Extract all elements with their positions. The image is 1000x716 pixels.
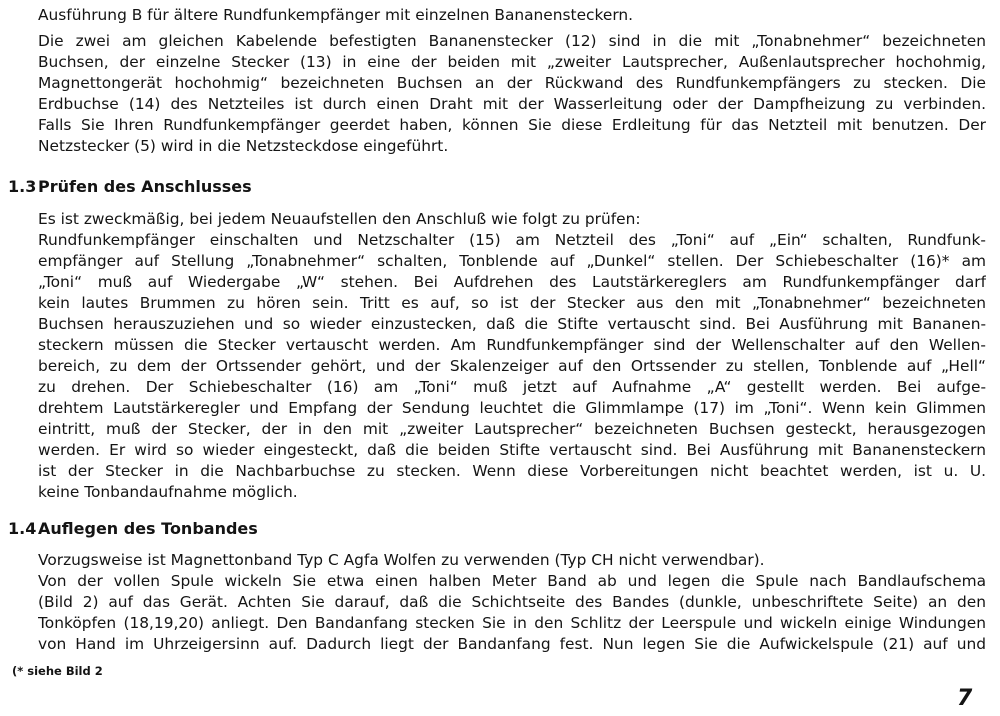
text-line: ist der Stecker in die Nachbarbuchse zu stecken. Wenn diese Vorbereitungen nicht beachtet werden, ist u. U. xyxy=(38,462,986,480)
text-line: „Toni“ muß auf Wiedergabe „W“ stehen. Bei Aufdrehen des Lautstärkereglers am Rundfunkempfänger darf xyxy=(38,273,986,291)
section-1-3-paragraph xyxy=(38,230,986,503)
section-number: 1.4 xyxy=(8,519,37,538)
text-line: empfänger auf Stellung „Tonabnehmer“ schalten, Tonblende auf „Dunkel“ stellen. Der Schiebeschalter (16)* am xyxy=(38,252,986,270)
text-line: Die zwei am gleichen Kabelende befestigten Bananenstecker (12) sind in die mit „Tonabnehmer“ bezeichneten xyxy=(38,32,986,50)
text-line: Magnettongerät hochohmig“ bezeichneten Buchsen an der Rückwand des Rundfunkempfängers zu stecken. Die xyxy=(38,74,986,92)
text-line: steckern müssen die Stecker vertauscht werden. Am Rundfunkempfänger sind der Wellenschalter auf den Wellen- xyxy=(38,336,986,354)
text-line: Netzstecker (5) wird in die Netzsteckdose eingeführt. xyxy=(38,137,449,155)
page-number: 7 xyxy=(957,686,973,711)
section-b-body xyxy=(38,31,986,157)
text-line: zu drehen. Der Schiebeschalter (16) am „Toni“ muß jetzt auf Aufnahme „A“ gestellt werden. Bei aufge- xyxy=(38,378,986,396)
section-b xyxy=(38,5,986,26)
section-1-4-body xyxy=(38,550,986,655)
section-heading-1-4 xyxy=(8,518,258,540)
section-b-title: Ausführung B für ältere Rundfunkempfänger mit einzelnen Bananensteckern. xyxy=(38,6,634,24)
section-title: Prüfen des Anschlusses xyxy=(38,177,252,196)
text-line: Erdbuchse (14) des Netzteiles ist durch einen Draht mit der Wasserleitung oder der Dampfheizung zu verbinden. xyxy=(38,95,986,113)
text-line: (Bild 2) auf das Gerät. Achten Sie darauf, daß die Schichtseite des Bandes (dunkle, unbeschriftete Seite) an den xyxy=(38,593,986,611)
text-line: Tonköpfen (18,19,20) anliegt. Den Bandanfang stecken Sie in den Schlitz der Leerspule und wickeln einige Windungen xyxy=(38,614,986,632)
section-number: 1.3 xyxy=(8,177,37,196)
section-1-3-body xyxy=(38,209,986,230)
text-line: Falls Sie Ihren Rundfunkempfänger geerdet haben, können Sie diese Erdleitung für das Netzteil mit benutzen. Der xyxy=(38,116,986,134)
text-line: Von der vollen Spule wickeln Sie etwa einen halben Meter Band ab und legen die Spule nach Bandlaufschema xyxy=(38,572,986,590)
text-line: drehtem Lautstärkeregler und Empfang der Sendung leuchtet die Glimmlampe (17) im „Toni“. Wenn kein Glimmen xyxy=(38,399,986,417)
text-line: von Hand im Uhrzeigersinn auf. Dadurch liegt der Bandanfang fest. Nun legen Sie die Aufwickelspule (21) auf und xyxy=(38,635,986,653)
text-line: Buchsen herauszuziehen und so wieder einzustecken, daß die Stifte vertauscht sind. Bei Ausführung mit Bananen- xyxy=(38,315,986,333)
text-line: werden. Er wird so wieder eingesteckt, daß die beiden Stifte vertauscht sind. Bei Ausführung mit Bananensteckern xyxy=(38,441,986,459)
footnote: (* siehe Bild 2 xyxy=(12,664,103,678)
section-title: Auflegen des Tonbandes xyxy=(38,519,258,538)
text-line: keine Tonbandaufnahme möglich. xyxy=(38,483,298,501)
text-line: bereich, zu dem der Ortssender gehört, und der Skalenzeiger auf den Ortssender zu stellen, Tonblende auf „Hell“ xyxy=(38,357,986,375)
text-line: kein lautes Brummen zu hören sein. Tritt es auf, so ist der Stecker aus den mit „Tonabnehmer“ bezeichneten xyxy=(38,294,986,312)
text-line: Vorzugsweise ist Magnettonband Typ C Agfa Wolfen zu verwenden (Typ CH nicht verwendbar). xyxy=(38,551,765,569)
text-line: eintritt, muß der Stecker, der in den mit „zweiter Lautsprecher“ bezeichneten Buchsen gesteckt, herausgezogen xyxy=(38,420,986,438)
section-heading-1-3 xyxy=(8,176,252,198)
text-line: Buchsen, der einzelne Stecker (13) in eine der beiden mit „zweiter Lautsprecher, Außenlautsprecher hochohmig, xyxy=(38,53,986,71)
section-intro: Es ist zweckmäßig, bei jedem Neuaufstellen den Anschluß wie folgt zu prüfen: xyxy=(38,210,641,228)
text-line: Rundfunkempfänger einschalten und Netzschalter (15) am Netzteil des „Toni“ auf „Ein“ schalten, Rundfunk- xyxy=(38,231,986,249)
